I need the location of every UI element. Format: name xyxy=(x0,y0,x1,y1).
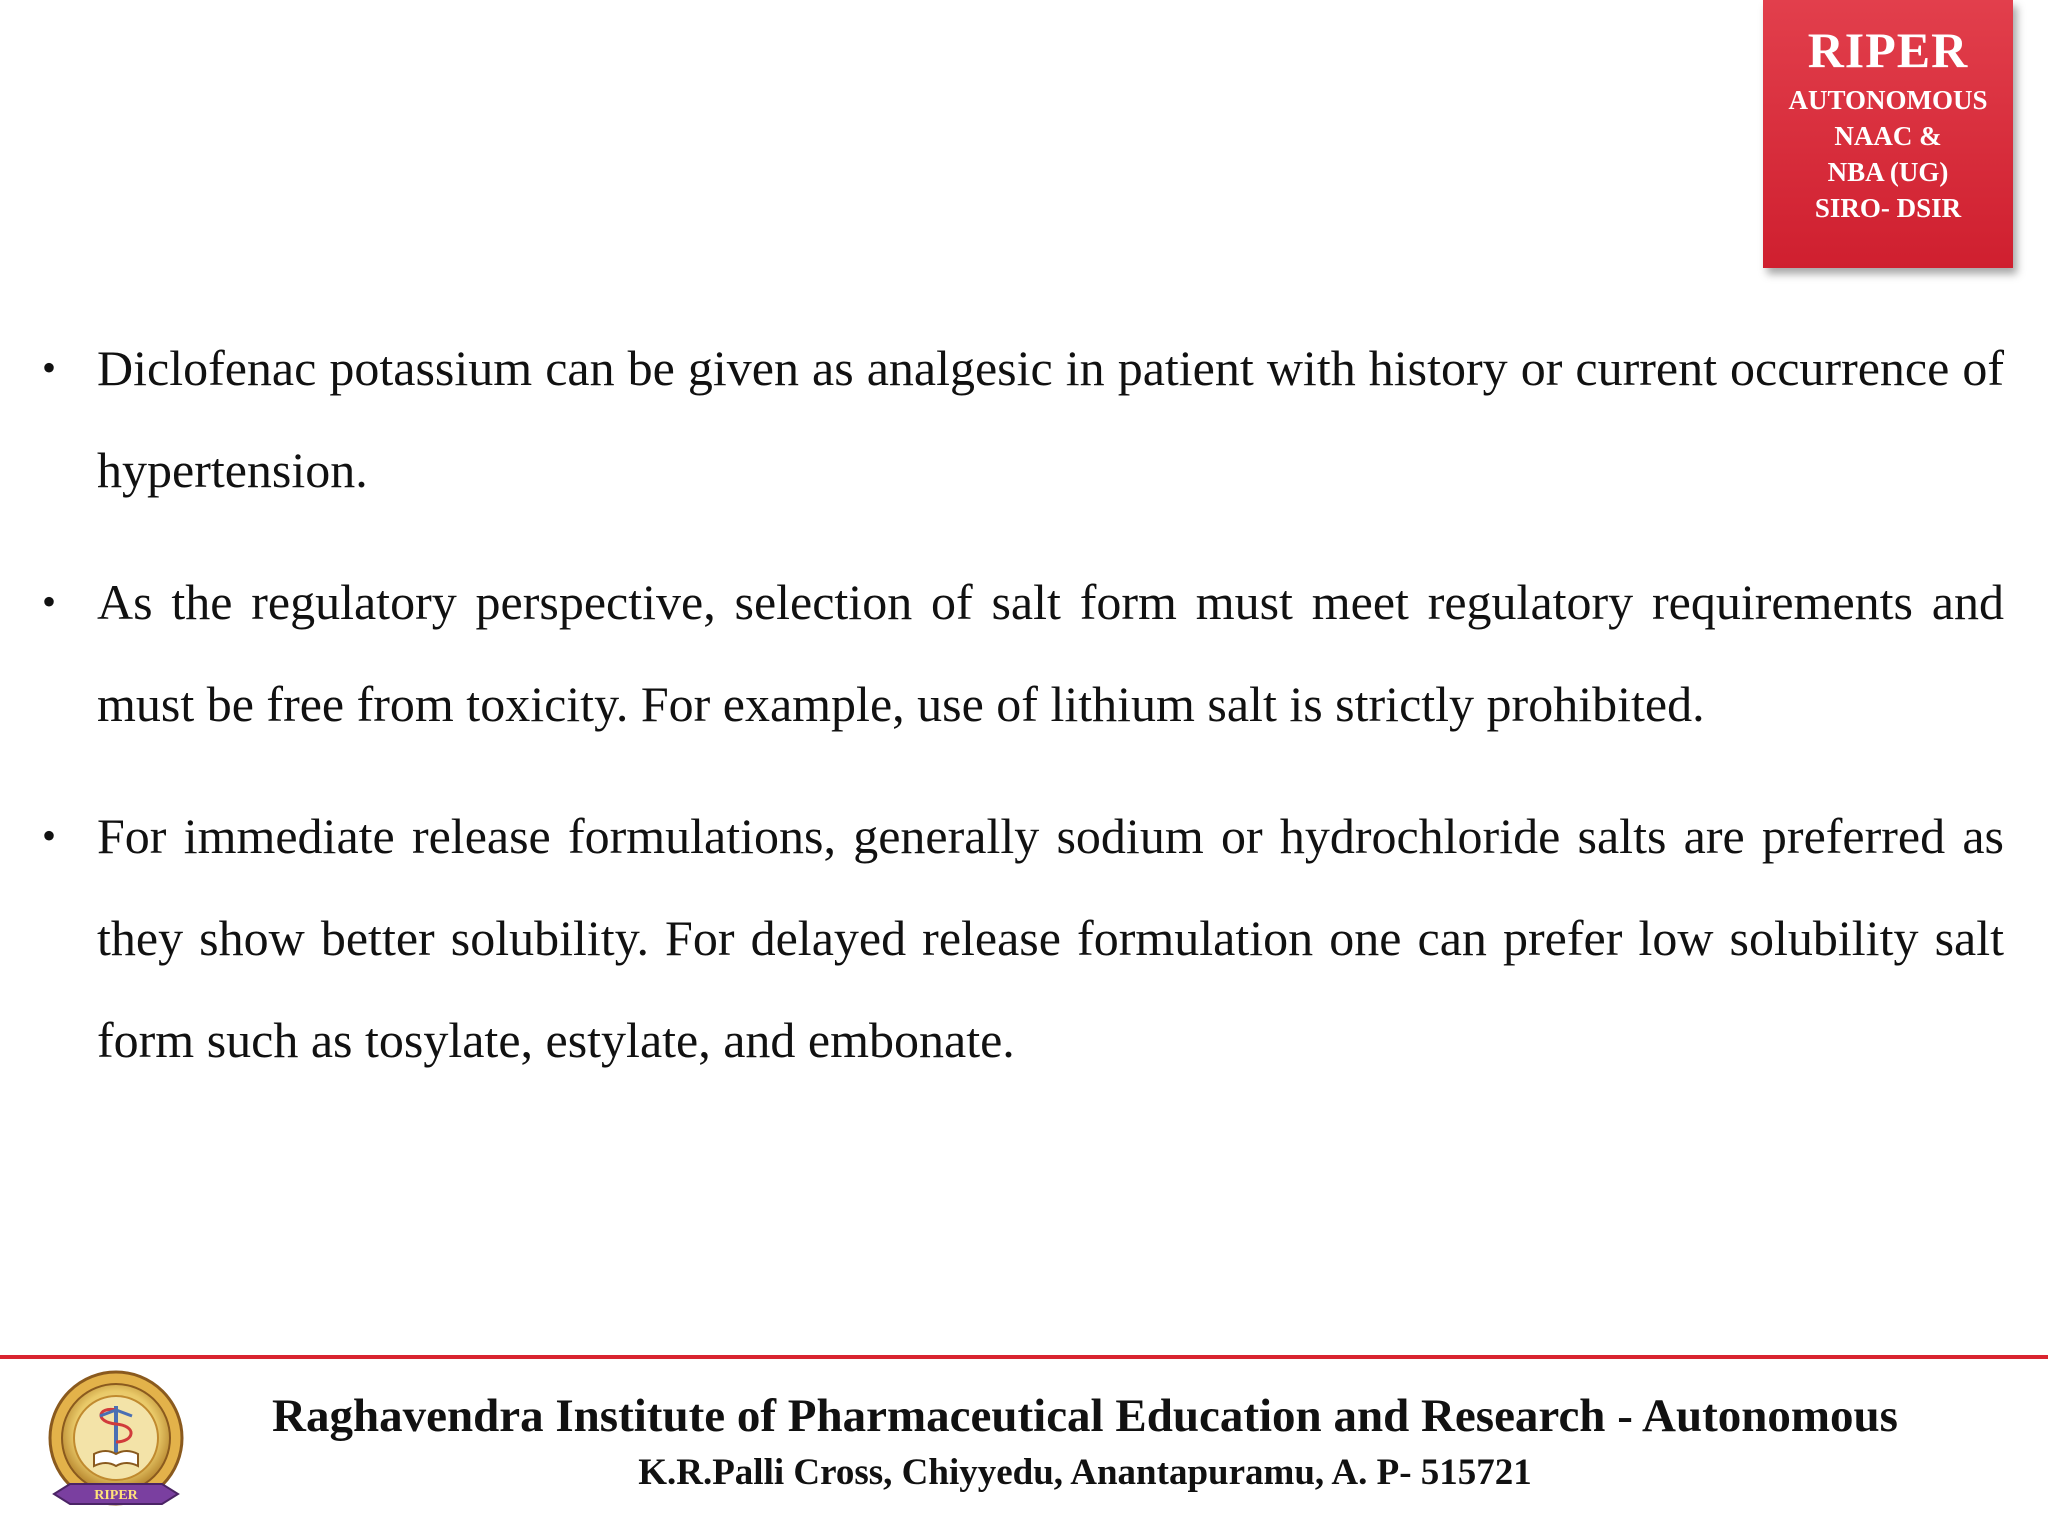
logo-ribbon-text: RIPER xyxy=(94,1488,138,1503)
bullet-marker: • xyxy=(42,345,57,390)
footer-divider xyxy=(0,1355,2048,1359)
bullet-text: For immediate release formulations, generally sodium or hydrochloride salts are preferred as they show better solubility. For delayed release formulation one can prefer low solubility salt form such as tosylate, estylate, and embonate. xyxy=(97,808,2004,1068)
institute-seal-icon xyxy=(36,1366,196,1526)
bullet-marker: • xyxy=(42,813,57,858)
institute-name: Raghavendra Institute of Pharmaceutical Education and Research - Autonomous xyxy=(272,1390,1898,1442)
bullet-marker: • xyxy=(42,579,57,624)
institute-address: K.R.Palli Cross, Chiyyedu, Anantapuramu, A. P- 515721 xyxy=(638,1452,1532,1493)
badge-title: RIPER xyxy=(1807,22,1969,78)
bullet-item xyxy=(42,317,2004,521)
accreditation-badge xyxy=(1763,0,2013,268)
bullet-text: As the regulatory perspective, selection of salt form must meet regulatory requirements and must be free from toxicity. For example, use of lithium salt is strictly prohibited. xyxy=(97,574,2004,732)
bullet-item xyxy=(42,785,2004,1091)
bullet-item xyxy=(42,551,2004,755)
bullet-list xyxy=(42,317,2004,1121)
badge-line-autonomous: AUTONOMOUS xyxy=(1788,85,1988,115)
bullet-text: Diclofenac potassium can be given as analgesic in patient with history or current occurrence of hypertension. xyxy=(97,340,2004,498)
badge-line-nba: NBA (UG) xyxy=(1827,157,1949,187)
institute-logo xyxy=(36,1366,196,1526)
badge-line-naac: NAAC & xyxy=(1834,121,1942,151)
badge-line-siro: SIRO- DSIR xyxy=(1814,193,1962,223)
